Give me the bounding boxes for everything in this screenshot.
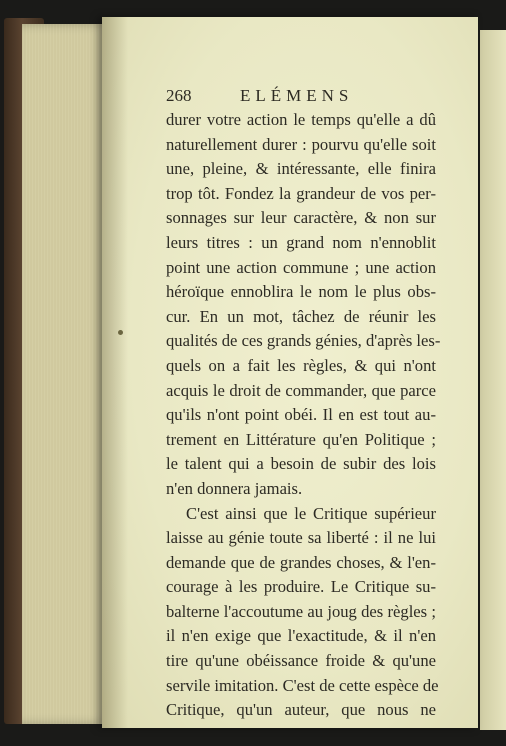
text-line: héroïque ennoblira le nom le plus obs- [166, 282, 436, 302]
facing-page-edge [480, 30, 506, 730]
gutter-shadow [102, 17, 128, 728]
page-stack-edges [22, 24, 108, 724]
text-line: il n'en exige que l'exactitude, & il n'en [166, 626, 436, 646]
text-line: demande que de grandes choses, & l'en- [166, 552, 436, 572]
page-number: 268 [166, 86, 192, 105]
text-line: quels on a fait les règles, & qui n'ont [166, 355, 436, 375]
text-line: point une action commune ; une action [166, 257, 436, 277]
text-line: qualités de ces grands génies, d'après les- [166, 331, 441, 351]
text-line: durer votre action le temps qu'elle a dû [166, 110, 436, 129]
text-line: cur. En un mot, tâchez de réunir les [166, 306, 436, 326]
text-line: qu'ils n'ont point obéi. Il en est tout au- [166, 405, 436, 425]
text-line: une, pleine, & intéressante, elle finira [166, 159, 436, 179]
text-line: balterne l'accoutume au joug des règles ; [166, 601, 436, 621]
text-line: acquis le droit de commander, que parce [166, 380, 436, 400]
text-line: servile imitation. C'est de cette espèce de [166, 675, 439, 695]
paper-spot [118, 330, 123, 335]
text-line: leurs titres : un grand nom n'ennoblit [166, 232, 436, 252]
text-line: trement en Littérature qu'en Politique ; [166, 429, 436, 449]
text-line: laisse au génie toute sa liberté : il ne lui [166, 528, 436, 548]
text-line: sonnages sur leur caractère, & non sur [166, 208, 436, 228]
body-text [166, 108, 441, 723]
page-header [166, 86, 436, 108]
text-line: C'est ainsi que le Critique supérieur [186, 503, 436, 523]
text-line: naturellement durer : pourvu qu'elle soit [166, 134, 436, 154]
text-line: tire qu'une obéissance froide & qu'une [166, 651, 436, 671]
running-title: ELÉMENS [240, 86, 354, 105]
text-line: Critique, qu'un auteur, que nous ne [166, 700, 436, 720]
text-line: trop tôt. Fondez la grandeur de vos per- [166, 183, 436, 203]
text-line: n'en donnera jamais. [166, 478, 303, 498]
text-line: le talent qui a besoin de subir des lois [166, 454, 436, 474]
text-line: courage à les produire. Le Critique su- [166, 577, 436, 597]
